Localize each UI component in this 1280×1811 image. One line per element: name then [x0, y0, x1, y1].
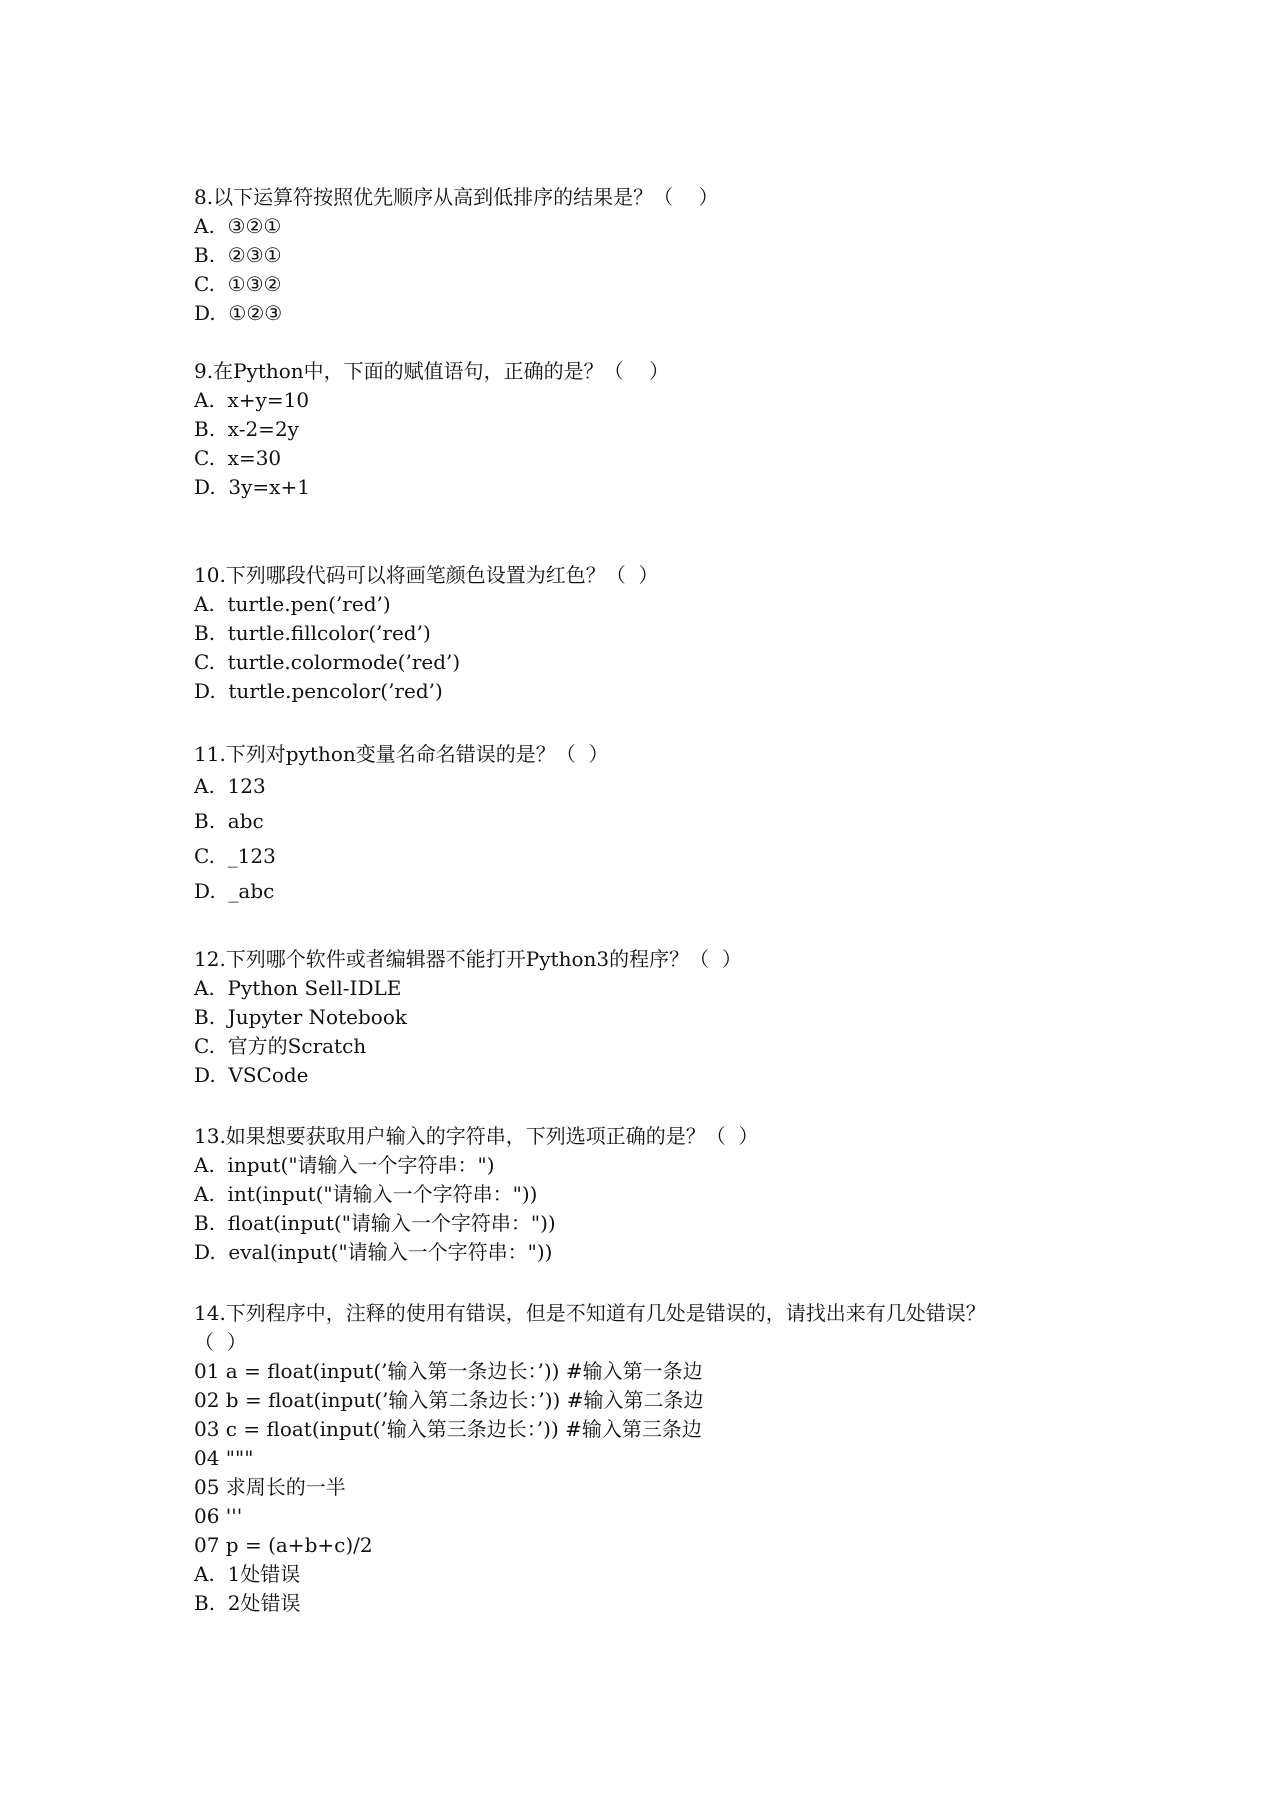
option-d: D. VSCode	[194, 1063, 309, 1087]
option-d: D. ①②③	[194, 301, 283, 325]
question-8	[194, 183, 1194, 328]
spacer	[194, 706, 1194, 740]
code-line-06: 06 '''	[194, 1504, 243, 1528]
option-a: A. turtle.pen(’red’)	[194, 592, 391, 616]
exam-page	[194, 183, 1194, 1618]
code-line-02: 02 b = float(input(’输入第二条边长：’)) #输入第二条边	[194, 1388, 704, 1412]
code-line-01: 01 a = float(input(’输入第一条边长：’)) #输入第一条边	[194, 1359, 703, 1383]
option-b: B. x-2=2y	[194, 417, 299, 441]
spacer	[194, 502, 1194, 561]
question-12	[194, 945, 1194, 1090]
question-stem: 10.下列哪段代码可以将画笔颜色设置为红色？（ ）	[194, 563, 659, 587]
question-9	[194, 357, 1194, 502]
option-b: B. ②③①	[194, 243, 282, 267]
code-line-05: 05 求周长的一半	[194, 1475, 346, 1499]
option-a: A. 123	[194, 774, 266, 798]
option-b: B. 2处错误	[194, 1591, 301, 1615]
option-b: B. Jupyter Notebook	[194, 1005, 407, 1029]
option-d: D. 3y=x+1	[194, 475, 310, 499]
option-b: B. turtle.fillcolor(’red’)	[194, 621, 431, 645]
question-stem: 8.以下运算符按照优先顺序从高到低排序的结果是？（ ）	[194, 185, 719, 209]
question-stem: 14.下列程序中，注释的使用有错误，但是不知道有几处是错误的，请找出来有几处错误？	[194, 1301, 986, 1325]
option-a: A. input("请输入一个字符串：")	[194, 1153, 495, 1177]
question-11	[194, 740, 1194, 909]
option-b: B. abc	[194, 809, 264, 833]
option-d: D. turtle.pencolor(’red’)	[194, 679, 443, 703]
question-13	[194, 1122, 1194, 1267]
option-c: C. x=30	[194, 446, 282, 470]
option-a: A. ③②①	[194, 214, 282, 238]
option-c: C. _123	[194, 844, 276, 868]
code-line-03: 03 c = float(input(’输入第三条边长：’)) #输入第三条边	[194, 1417, 702, 1441]
spacer	[194, 909, 1194, 945]
code-line-07: 07 p = (a+b+c)/2	[194, 1533, 373, 1557]
option-d: D. _abc	[194, 879, 275, 903]
question-stem: 13.如果想要获取用户输入的字符串，下列选项正确的是？（ ）	[194, 1124, 759, 1148]
question-stem: 12.下列哪个软件或者编辑器不能打开Python3的程序？（ ）	[194, 947, 742, 971]
question-stem: 9.在Python中，下面的赋值语句，正确的是？（ ）	[194, 359, 670, 383]
option-a: A. Python Sell-IDLE	[194, 976, 402, 1000]
option-c: C. turtle.colormode(’red’)	[194, 650, 461, 674]
question-14	[194, 1299, 1194, 1618]
option-d: D. eval(input("请输入一个字符串："))	[194, 1240, 553, 1264]
question-stem-continued: （ ）	[194, 1330, 247, 1354]
option-c: C. ①③②	[194, 272, 282, 296]
option-a: A. x+y=10	[194, 388, 310, 412]
option-a-duplicate: A. int(input("请输入一个字符串："))	[194, 1182, 538, 1206]
spacer	[194, 1090, 1194, 1122]
option-b: B. float(input("请输入一个字符串："))	[194, 1211, 556, 1235]
question-stem: 11.下列对python变量名命名错误的是？（ ）	[194, 742, 609, 766]
option-c: C. 官方的Scratch	[194, 1034, 367, 1058]
spacer	[194, 1267, 1194, 1299]
code-line-04: 04 """	[194, 1446, 254, 1470]
option-a: A. 1处错误	[194, 1562, 301, 1586]
spacer	[194, 328, 1194, 357]
question-10	[194, 561, 1194, 706]
